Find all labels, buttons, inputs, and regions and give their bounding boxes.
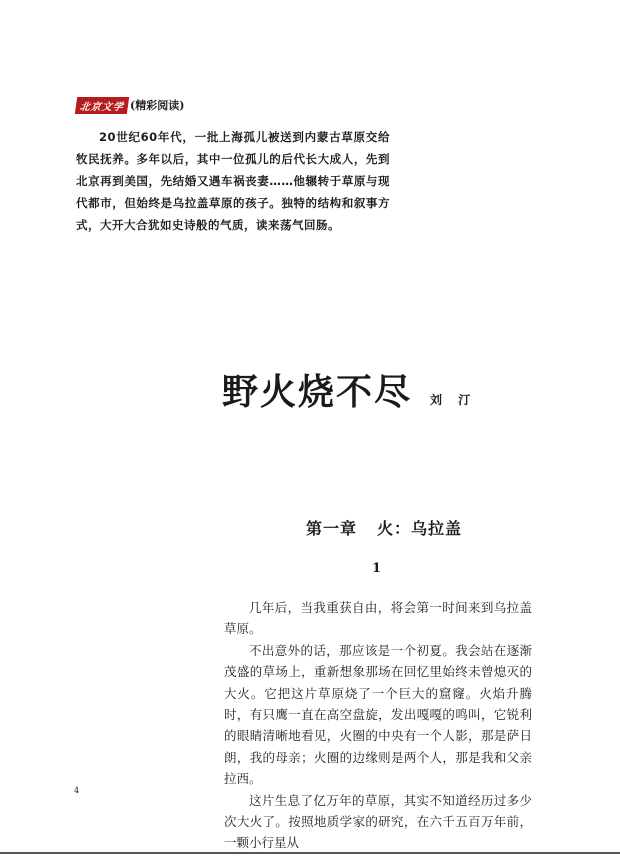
paragraph: 这片生息了亿万年的草原，其实不知道经历过多少次大火了。按照地质学家的研究，在六千五百万年前，一颗小行星从 [224, 792, 532, 851]
title-block [222, 372, 476, 412]
section-number: 1 [372, 561, 382, 576]
chapter-title: 火：乌拉盖 [377, 519, 463, 538]
author-name: 刘 汀 [430, 393, 477, 407]
article-title: 野火烧不尽 [222, 371, 413, 413]
chapter-heading [306, 516, 462, 539]
abstract-text: 20世纪60年代，一批上海孤儿被送到内蒙古草原交给牧民抚养。多年以后，其中一位孤儿的后代长大成人，先到北京再到美国，先结婚又遇车祸丧妻……他辗转于草原与现代都市，但始终是乌拉盖草原的孩子。独特的结构和叙事方式，大开大合犹如史诗般的气质，读来荡气回肠。 [76, 130, 390, 232]
section-tag: (精彩阅读) [130, 99, 185, 112]
magazine-header [76, 96, 184, 114]
bottom-rule [0, 852, 620, 854]
body-text [224, 597, 532, 854]
chapter-number: 第一章 [306, 519, 358, 538]
magazine-logo: 北京文学 [75, 97, 129, 114]
page-number: 4 [74, 786, 80, 795]
paragraph: 几年后，当我重获自由，将会第一时间来到乌拉盖草原。 [224, 600, 532, 637]
paragraph: 不出意外的话，那应该是一个初夏。我会站在逐渐茂盛的草场上，重新想象那场在回忆里始终未曾熄灭的大火。它把这片草原烧了一个巨大的窟窿。火焰升腾时，有只鹰一直在高空盘旋，发出嘎嘎的鸣叫，它锐利的眼睛清晰地看见，火圈的中央有一个人影，那是萨日朗，我的母亲；火圈的边缘则是两个人，那是我和父亲拉西。 [224, 642, 532, 787]
abstract [76, 126, 390, 236]
